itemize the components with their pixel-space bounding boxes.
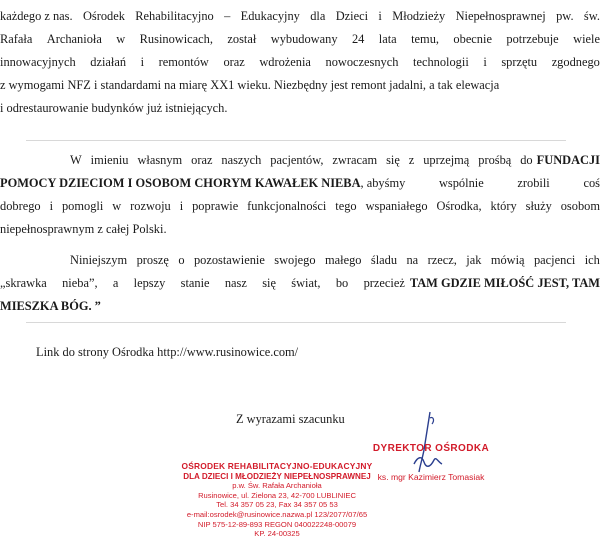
word: zwracam	[332, 153, 378, 167]
word: który	[490, 199, 517, 213]
director-stamp-name: ks. mgr Kazimierz Tomasiak	[377, 472, 485, 482]
word: służy	[525, 199, 552, 213]
word: pozostawienie	[193, 253, 265, 267]
word: Młodzieży	[392, 9, 446, 23]
word: wspólnie	[438, 176, 484, 190]
stamp-line-1: OŚRODEK REHABILITACYJNO-EDUKACYJNY	[181, 461, 373, 471]
word: technologii	[413, 55, 469, 69]
word: na	[406, 253, 419, 267]
word: oraz	[223, 55, 245, 69]
word: stanie	[180, 276, 210, 290]
word: z	[408, 153, 415, 167]
para2-line1	[70, 151, 600, 169]
word: obecnie	[453, 32, 492, 46]
word: się	[262, 276, 276, 290]
stamp-line-7: NIP 575-12-89-893 REGON 040022248-00079	[197, 519, 357, 529]
word: Edukacyjny	[240, 9, 300, 23]
word: proszę	[136, 253, 169, 267]
word: w	[116, 32, 126, 46]
word: własnym	[137, 153, 183, 167]
word: przecież	[363, 276, 405, 290]
word: nowoczesnych	[325, 55, 399, 69]
word: pomogli	[61, 199, 104, 213]
word: temu,	[411, 32, 439, 46]
bleed-through-line	[26, 322, 566, 323]
para1-line1	[0, 7, 600, 25]
word: i	[179, 199, 184, 213]
word: mówią	[490, 253, 525, 267]
word: swojego	[274, 253, 316, 267]
word: wybudowany	[270, 32, 338, 46]
para2-line4: niepełnosprawnym z całej Polski.	[0, 222, 167, 236]
director-stamp-title: DYREKTOR OŚRODKA	[372, 443, 490, 454]
para2-line2	[0, 174, 600, 192]
stamp-line-8: KP. 24-00325	[254, 529, 300, 539]
signoff: Z wyrazami szacunku	[236, 412, 345, 426]
word: prośbą	[478, 153, 512, 167]
word: lepszy	[133, 276, 166, 290]
word: Archanioła	[46, 32, 102, 46]
stamp-line-4: Rusinowice, ul. Zielona 23, 42-700 LUBLINIEC	[198, 490, 356, 500]
para2-line3	[0, 197, 600, 215]
word: rzecz,	[427, 253, 457, 267]
para2-line2-rest	[361, 174, 600, 192]
word: imieniu	[90, 153, 129, 167]
word: o	[178, 253, 185, 267]
word: nasz	[224, 276, 247, 290]
word: pacjenci	[533, 253, 576, 267]
word: Rehabilitacyjno	[135, 9, 214, 23]
word: został	[227, 32, 257, 46]
word: ich	[584, 253, 600, 267]
word: wdrożenia	[259, 55, 311, 69]
para2-line1-text	[70, 151, 533, 169]
quote-bold-part2: MIESZKA BÓG. ”	[0, 299, 101, 313]
stamp-line-3: p.w. Św. Rafała Archanioła	[232, 481, 322, 491]
word: pw.	[556, 9, 574, 23]
word: Ośrodka,	[436, 199, 482, 213]
word: nieba”,	[62, 276, 98, 290]
word: W	[70, 153, 82, 167]
para1-line2	[0, 30, 600, 48]
word: „skrawka	[0, 276, 47, 290]
word: i	[483, 55, 487, 69]
para3-line1	[70, 251, 600, 269]
para3-line2	[0, 274, 600, 292]
word: zrobili	[517, 176, 550, 190]
para1-line3	[0, 53, 600, 71]
institution-stamp	[168, 462, 386, 539]
word: innowacyjnych	[0, 55, 76, 69]
stamp-line-5: Tel. 34 357 05 23, Fax 34 357 05 53	[216, 500, 338, 510]
stamp-line-2: DLA DZIECI I MŁODZIEŻY NIEPEŁNOSPRAWNEJ	[183, 471, 371, 481]
word: św.	[583, 9, 600, 23]
word: poprawie	[192, 199, 239, 213]
word: Ośrodek	[82, 9, 125, 23]
word: tego	[335, 199, 357, 213]
word: Dzieci	[335, 9, 369, 23]
word: coś	[583, 176, 600, 190]
word: działań	[90, 55, 127, 69]
word: potrzebuje	[506, 32, 559, 46]
foundation-name-part1: FUNDACJI	[536, 153, 600, 167]
word: , abyśmy	[360, 176, 406, 190]
word: wiele	[573, 32, 600, 46]
word: w	[112, 199, 122, 213]
word: i	[49, 199, 54, 213]
word: małego	[325, 253, 362, 267]
word: i	[378, 9, 382, 23]
stamp-line-6: e-mail:osrodek@rusinowice.nazwa.pl 123/2077/07/65	[186, 509, 368, 519]
word: 24	[351, 32, 365, 46]
word: dla	[310, 9, 326, 23]
word: świat,	[291, 276, 321, 290]
director-stamp	[370, 443, 492, 482]
word: jak	[466, 253, 482, 267]
word: Niepełnosprawnej	[455, 9, 546, 23]
word: do	[520, 153, 533, 167]
word: wspaniałego	[365, 199, 428, 213]
word: osobom	[560, 199, 600, 213]
word: naszych	[221, 153, 262, 167]
word: remontów	[158, 55, 209, 69]
para3-line2-text	[0, 274, 405, 292]
website-link-text: Link do strony Ośrodka http://www.rusinowice.com/	[36, 345, 299, 359]
word: dobrego	[0, 199, 41, 213]
word: bo	[335, 276, 349, 290]
word: lata	[378, 32, 397, 46]
word: śladu	[370, 253, 398, 267]
word: a	[112, 276, 119, 290]
para3-line3	[0, 297, 600, 315]
para1-line5: i odrestaurowanie budynków już istniejących.	[0, 101, 228, 115]
word: –	[224, 9, 231, 23]
word: pacjentów,	[270, 153, 324, 167]
word: zgodnego	[551, 55, 600, 69]
para1-line4: z wymogami NFZ i standardami na miarę XX1 wieku. Niezbędny jest remont jadalni, a tak elewacja	[0, 78, 500, 92]
word: każdego z nas.	[0, 9, 73, 23]
word: Rusinowicach,	[139, 32, 213, 46]
word: Niniejszym	[70, 253, 128, 267]
word: uprzejmą	[423, 153, 470, 167]
word: funkcjonalności	[247, 199, 327, 213]
word: sprzętu	[501, 55, 538, 69]
bleed-through-line	[26, 140, 566, 141]
word: i	[140, 55, 145, 69]
word: Rafała	[0, 32, 33, 46]
word: oraz	[191, 153, 213, 167]
quote-bold-part1: TAM GDZIE MIŁOŚĆ JEST, TAM	[409, 276, 600, 290]
word: się	[386, 153, 400, 167]
foundation-name-part2: POMOCY DZIECIOM I OSOBOM CHORYM KAWAŁEK NIEBA	[0, 176, 361, 190]
word: rozwoju	[130, 199, 171, 213]
